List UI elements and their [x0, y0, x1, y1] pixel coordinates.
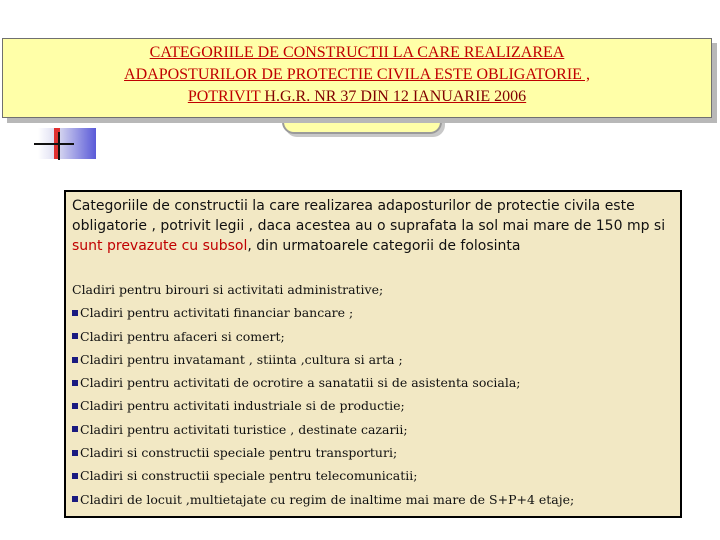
- decorative-cross-horizontal: [34, 143, 74, 145]
- bullet-icon: [72, 496, 78, 502]
- bullet-icon: [72, 450, 78, 456]
- list-item: [72, 418, 678, 441]
- bullet-icon: [72, 403, 78, 409]
- list-item-text: Cladiri si constructii speciale pentru telecomunicatii;: [80, 468, 418, 484]
- list-item-text: Cladiri de locuit ,multietajate cu regim de inaltime mai mare de S+P+4 etaje;: [80, 491, 575, 507]
- list-item-text: Cladiri pentru birouri si activitati administrative;: [72, 282, 384, 297]
- intro-text-part1: Categoriile de constructii la care realizarea adaposturilor de protectie civila este obligatorie , potrivit legii , daca acestea au o suprafata la sol mai mare de 150 mp si: [72, 198, 666, 234]
- bullet-icon: [72, 333, 78, 339]
- bullet-icon: [72, 310, 78, 316]
- intro-highlight: sunt prevazute cu subsol: [72, 238, 248, 254]
- intro-paragraph: [72, 196, 678, 256]
- list-item: [72, 348, 678, 371]
- list-item: [72, 488, 678, 511]
- list-item-text: Cladiri pentru invatamant , stiinta ,cultura si arta ;: [80, 351, 403, 367]
- bullet-icon: [72, 473, 78, 479]
- slide-title: [2, 42, 712, 108]
- list-item: [72, 278, 678, 301]
- title-line-2: ADAPOSTURILOR DE PROTECTIE CIVILA ESTE OBLIGATORIE ,: [124, 66, 590, 83]
- list-item-text: Cladiri si constructii speciale pentru transporturi;: [80, 445, 398, 461]
- intro-text-part2: , din urmatoarele categorii de folosinta: [247, 238, 521, 254]
- list-item: [72, 325, 678, 348]
- list-item-text: Cladiri pentru activitati de ocrotire a sanatatii si de asistenta sociala;: [80, 375, 521, 391]
- list-item: [72, 371, 678, 394]
- list-item-text: Cladiri pentru activitati turistice , destinate cazarii;: [80, 421, 408, 437]
- decorative-cross-vertical: [58, 132, 60, 160]
- list-item: [72, 394, 678, 417]
- title-line-3-rest: H.G.R. NR 37 DIN 12 IANUARIE 2006: [260, 88, 527, 105]
- category-list: [72, 278, 678, 511]
- title-line-1: CATEGORIILE DE CONSTRUCTII LA CARE REALIZAREA: [149, 44, 565, 61]
- bullet-icon: [72, 426, 78, 432]
- bullet-icon: [72, 357, 78, 363]
- list-item: [72, 301, 678, 324]
- bullet-icon: [72, 380, 78, 386]
- list-item: [72, 441, 678, 464]
- list-item: [72, 464, 678, 487]
- title-line-3-emphasis: POTRIVIT: [187, 88, 261, 105]
- list-item-text: Cladiri pentru afaceri si comert;: [80, 328, 285, 344]
- list-item-text: Cladiri pentru activitati financiar bancare ;: [80, 305, 354, 321]
- list-item-text: Cladiri pentru activitati industriale si de productie;: [80, 398, 405, 414]
- title-line-3: [2, 86, 712, 108]
